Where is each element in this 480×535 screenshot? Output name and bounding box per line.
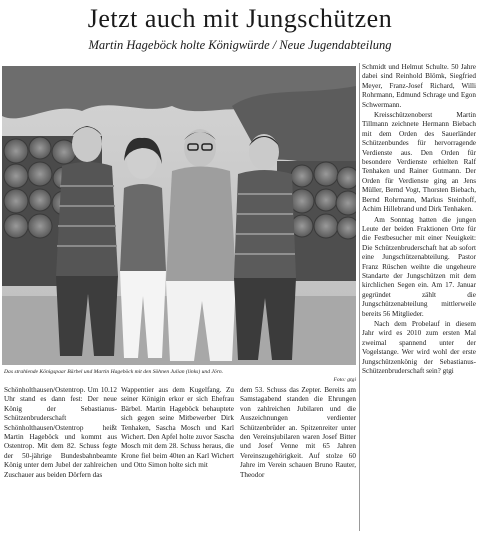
paragraph: Nach dem Probelauf in diesem Jahr wird es 2010 zum ersten Mal zweimal spannend unter der Vogelstange. Wer wird wohl der erste Jungschützenkönig der Sebastianus-Schützenbruderschaft sein? gtgi — [362, 319, 476, 375]
column-divider — [359, 63, 360, 531]
photo-caption-text: Das strahlende Königspaar Bärbel und Martin Hageböck mit den Söhnen Julian (links) und Jörn. — [4, 369, 224, 375]
paragraph: dem 53. Schuss das Zepter. Bereits am Samstagabend standen die Ehrungen von zahlreichen Jubilaren und die Auszeichnungen verdienter Schützenbrüder an. Spitzenreiter unter den Vereinsjubilaren waren Josef Bitter und Josef Venne mit 65 Jahren Vereinszugehörigkeit. Auf stolze 60 Jahre im Verein schauen Bruno Rauter, Theodor — [240, 386, 356, 479]
text-column-1 — [4, 386, 117, 480]
article-headline: Jetzt auch mit Jungschützen — [87, 4, 393, 33]
photo-caption — [4, 368, 356, 384]
text-column-3 — [240, 386, 356, 480]
paragraph: Am Sonntag hatten die jungen Leute der beiden Fraktionen Orte für die Festbesucher mit einer Neuigkeit: Die Schützenbruderschaft hat ab sofort eine Jungschützenabteilung. Pastor Franz Rüschen weihte die ungeheure Standarte der Jungschützen mit dem kirchlichen Segen ein. Am 17. Januar gegründet zählt die Jungschützenabteilung mittlerweile bereits 56 Mitglieder. — [362, 215, 476, 318]
paragraph: Schönholthausen/Ostentrop. Um 10.12 Uhr stand es dann fest: Der neue König der Sebastianus-Schützenbruderschaft Schönholthausen/Ostentrop heißt Martin Hageböck und kommt aus Ostentrop. Mit dem 82. Schuss fegte der 50-jährige Bundesbahnbeamte König unter dem Jubel der zahlreichen Zuschauer aus beiden Dörfern das — [4, 386, 117, 479]
photo-credit: Foto: gtgi — [333, 377, 356, 383]
article-subheadline: Martin Hageböck holte Königwürde / Neue Jugendabteilung — [88, 38, 392, 52]
paragraph: Wappentier aus dem Kugelfang. Zu seiner Königin erkor er sich Ehefrau Bärbel. Martin Hageböck behauptete sich gegen seine Mitbewerber Dirk Tenhaken, Sascha Mosch und Karl Wichert. Den Apfel holte zuvor Sascha Mosch mit dem 28. Schuss heraus, die Krone fiel beim 40ten an Karl Wichert und Otto Simon holte sich mit — [121, 386, 234, 470]
text-column-2 — [121, 386, 234, 471]
text-column-right — [362, 63, 476, 376]
paragraph: Schmidt und Helmut Schulte. 50 Jahre dabei sind Reinhold Blömk, Siegfried Meyer, Franz-Josef Richard, Willi Rohrmann, Edmund Schrage und Egon Schwermann. — [362, 63, 476, 109]
article-photo — [2, 66, 356, 365]
paragraph: Kreisschützenoberst Martin Tillmann zeichnete Hermann Biebach mit dem Orden des Sauerländer Schützenbundes für hervorragende Verdienste aus. Den Orden für besondere Verdienste erhielten Ralf Tenhaken und Rainer Gutmann. Der Orden für Verdienste ging an Jens Müller, Bernd Vogt, Thorsten Biebach, Bernd Rohrmann, Markus Steinhoff, Achim Hillebrand und Dirk Tenhaken. — [362, 111, 476, 214]
